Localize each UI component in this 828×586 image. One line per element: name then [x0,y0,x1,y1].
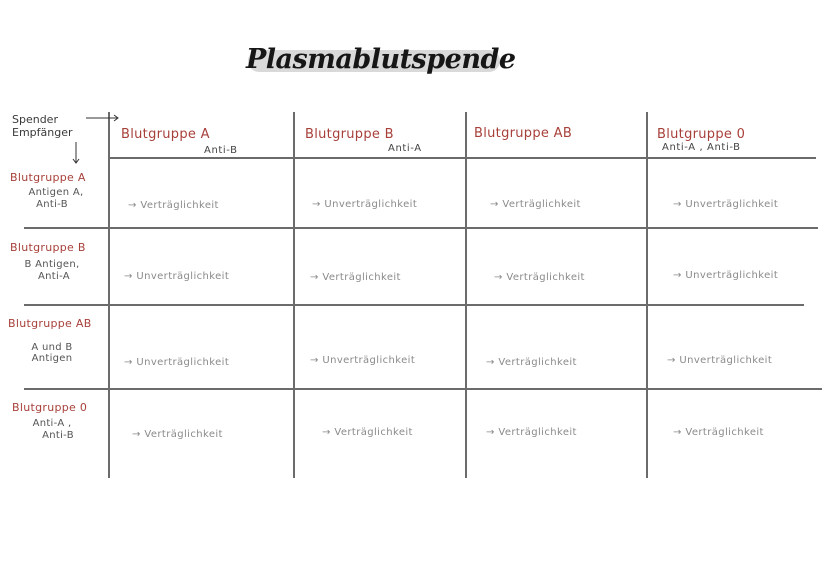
row-header-sub: Anti-A [38,271,70,282]
table-cell: → Verträglichkeit [673,427,764,438]
row-header-sub: A und B [31,342,73,353]
table-cell: → Unverträglichkeit [124,357,230,368]
row-header-label: Blutgruppe A [10,171,86,184]
row-header-sub: B Antigen, [24,259,80,270]
col-header-label: Blutgruppe B [305,127,394,142]
page-title: Plasmablutspende [246,44,516,75]
row-header-label: Blutgruppe AB [8,317,92,330]
table-cell: → Verträglichkeit [494,272,585,283]
row-header-label: Blutgruppe 0 [12,401,88,414]
table-cell: → Unverträglichkeit [667,355,773,366]
row-header-label: Blutgruppe B [10,241,86,254]
table-cell: → Unverträglichkeit [312,199,418,210]
table-cell: → Verträglichkeit [128,200,219,211]
corner-donor-label: Spender [12,113,58,126]
table-cell: → Unverträglichkeit [310,355,416,366]
table-cell: → Verträglichkeit [132,429,223,440]
table-cell: → Unverträglichkeit [673,270,779,281]
col-header-sub: Anti-A , Anti-B [662,142,741,153]
row-header-sub: Anti-B [36,199,68,210]
row-header-sub: Anti-A , [32,418,72,429]
col-header-label: Blutgruppe A [121,127,210,142]
table-cell: → Verträglichkeit [490,199,581,210]
row-header-sub: Antigen [31,353,73,364]
table-cell: → Unverträglichkeit [124,271,230,282]
table-cell: → Verträglichkeit [322,427,413,438]
row-header-sub: Anti-B [42,430,74,441]
table-cell: → Verträglichkeit [486,357,577,368]
col-header-sub: Anti-A [388,143,422,154]
col-header-sub: Anti-B [204,145,238,156]
corner-recipient-label: Empfänger [12,126,73,139]
col-header-label: Blutgruppe AB [474,126,573,141]
table-cell: → Verträglichkeit [486,427,577,438]
table-cell: → Verträglichkeit [310,272,401,283]
table-cell: → Unverträglichkeit [673,199,779,210]
row-header-sub: Antigen A, [28,187,84,198]
col-header-label: Blutgruppe 0 [657,127,746,142]
